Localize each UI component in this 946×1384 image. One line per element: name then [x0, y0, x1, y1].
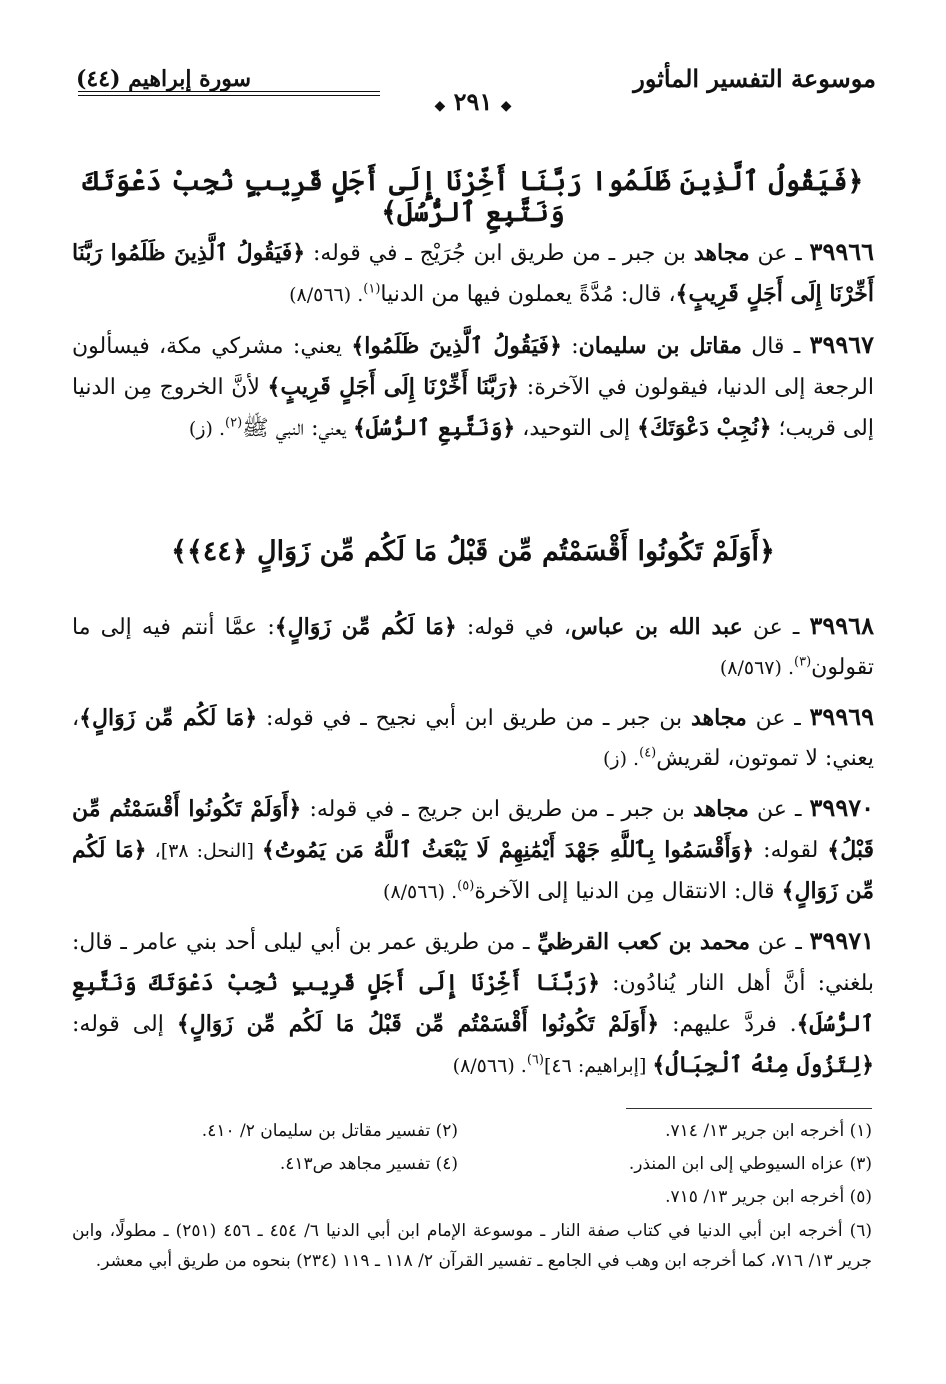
- verse-heading-2: ﴿أَوَلَمْ تَكُونُوا أَقْسَمْتُم مِّن قَبْلُ مَا لَكُم مِّن زَوَالٍ ﴿٤٤﴾﴾: [171, 536, 775, 567]
- footnote-marker: (٥): [457, 878, 475, 894]
- quran-quote: ﴿مَا لَكُم مِّن زَوَالٍ﴾: [79, 705, 258, 731]
- footnote-marker: (٣): [794, 654, 812, 670]
- quran-quote: ﴿وَنَتَّبِعِ ٱلرُّسُلَ﴾: [352, 415, 516, 441]
- surah-citation: [النحل: ٣٨]،: [146, 840, 262, 862]
- narrator-name: مجاهد: [693, 796, 749, 822]
- footnote-2: (٢) تفسير مقاتل بن سليمان ٢/ ٤١٠.: [201, 1121, 458, 1141]
- entry-number: ٣٩٩٦٨: [809, 611, 874, 640]
- quran-quote: ﴿أَوَلَمْ تَكُونُوا أَقْسَمْتُم مِّن قَبْلُ مَا لَكُم مِّن زَوَالٍ﴾: [176, 1011, 660, 1037]
- narrator-name: مجاهد: [693, 240, 750, 266]
- footnote-separator: [626, 1108, 872, 1109]
- footnote-3: (٣) عزاه السيوطي إلى ابن المنذر.: [628, 1154, 872, 1174]
- entry-number: ٣٩٩٦٧: [809, 330, 874, 359]
- page-number: ٢٩١: [453, 87, 493, 116]
- quran-quote: ﴿مَا لَكُم مِّن زَوَالٍ﴾: [274, 614, 457, 640]
- header-rule-left: [78, 91, 378, 96]
- entry-number: ٣٩٩٦٦: [809, 237, 874, 266]
- entry-number: ٣٩٩٧٠: [809, 793, 874, 822]
- running-head-surah-title: سورة إبراهيم (٤٤): [76, 66, 252, 92]
- footnote-4: (٤) تفسير مجاهد ص٤١٣.: [279, 1154, 458, 1174]
- footnote-marker: (١): [363, 281, 381, 297]
- diamond-ornament-icon: ◆: [434, 98, 446, 114]
- diamond-ornament-icon: ◆: [500, 98, 512, 114]
- volume-reference: . (٨/٥٦٧): [719, 657, 795, 679]
- quran-quote: ﴿رَبَّنَا أَخِّرْنَا إِلَى أَجَلٍ قَرِيبٍ﴾: [267, 374, 520, 400]
- quran-quote: ﴿فَيَقُولُ ٱلَّذِينَ ظَلَمُوا رَبَّنَا أَخِّرْنَا إِلَى أَجَلٍ قَرِيبٍ﴾: [72, 240, 874, 307]
- running-head-book-title: موسوعة التفسير المأثور: [633, 64, 876, 93]
- volume-reference: . (٨/٥٦٦): [452, 1055, 527, 1077]
- footnote-marker: (٢): [225, 415, 243, 431]
- volume-reference: . (ز): [603, 748, 640, 770]
- volume-reference: . (٨/٥٦٦): [289, 284, 364, 306]
- volume-reference: . (ز): [188, 418, 226, 440]
- narrator-name: مقاتل بن سليمان: [578, 333, 742, 359]
- quran-quote: ﴿مَا لَكُم مِّن زَوَالٍ﴾: [72, 837, 874, 904]
- entry-39966: ٣٩٩٦٦ ـ عن مجاهد بن جبر ـ من طريق ابن جُرَيْج ـ في قوله: ﴿فَيَقُولُ ٱلَّذِينَ ظَلَمُوا رَبَّنَا أَخِّرْنَا إِلَى أَجَلٍ قَرِيبٍ﴾، قال: مُدَّةً يعملون فيها من الدنيا$^{(١)}$. (٨/٥٦٦): [72, 237, 874, 307]
- quran-quote: ﴿وَأَقْسَمُوا بِٱللَّهِ جَهْدَ أَيْمَٰنِهِمْ لَا يَبْعَثُ ٱللَّهُ مَن يَمُوتُ﴾: [261, 837, 755, 863]
- entry-number: ٣٩٩٧١: [809, 926, 874, 955]
- entry-39968: ٣٩٩٦٨ ـ عن عبد الله بن عباس، في قوله: ﴿مَا لَكُم مِّن زَوَالٍ﴾: عمَّا أنتم فيه إلى ما تقولون$^{(٣)}$. (٨/٥٦٧): [72, 611, 874, 680]
- narrator-name: عبد الله بن عباس: [570, 614, 743, 640]
- quran-quote: ﴿رَبَّنَا أَخِّرْنَا إِلَى أَجَلٍ قَرِيبٍ نُجِبْ دَعْوَتَكَ وَنَتَّبِعِ ٱلرُّسُلَ﴾: [72, 970, 874, 1037]
- volume-reference: . (٨/٥٦٦): [383, 881, 458, 903]
- page-number-block: [420, 87, 526, 116]
- quran-quote: ﴿لِتَزُولَ مِنْهُ ٱلْجِبَالُ﴾: [652, 1052, 874, 1078]
- footnote-6: (٦) أخرجه ابن أبي الدنيا في كتاب صفة النار ـ موسوعة الإمام ابن أبي الدنيا ٦/ ٤٥٤ ـ ٤٥٦ (٢٥١) ـ مطولًا، وابن جرير ١٣/ ٧١٦، كما أخرجه ابن وهب في الجامع ـ تفسير القرآن ٢/ ١١٨ ـ ١١٩ (٢٣٤) بنحوه من طريق أبي معشر.: [72, 1221, 872, 1271]
- surah-citation: [إبراهيم: ٤٦]: [543, 1055, 653, 1077]
- footnote-1: (١) أخرجه ابن جرير ١٣/ ٧١٤.: [665, 1121, 872, 1141]
- quran-quote: ﴿نُجِبْ دَعْوَتَكَ﴾: [637, 415, 772, 441]
- narrator-name: مجاهد: [690, 705, 747, 731]
- entry-39971: ٣٩٩٧١ ـ عن محمد بن كعب القرظيِّ ـ من طريق عمر بن أبي ليلى أحد بني عامر ـ قال: بلغني: أنَّ أهل النار يُنادُون: ﴿رَبَّنَا أَخِّرْنَا إِلَى أَجَلٍ قَرِيبٍ نُجِبْ دَعْوَتَكَ وَنَتَّبِعِ ٱلرُّسُلَ﴾. فردَّ عليهم: ﴿أَوَلَمْ تَكُونُوا أَقْسَمْتُم مِّن قَبْلُ مَا لَكُم مِّن زَوَالٍ﴾ إلى قوله: ﴿لِتَزُولَ مِنْهُ ٱلْجِبَالُ﴾ [إبراهيم: ٤٦]$^{(٦)}$. (٨/٥٦٦): [72, 926, 874, 1078]
- entry-number: ٣٩٩٦٩: [809, 702, 874, 731]
- entry-39969: ٣٩٩٦٩ ـ عن مجاهد بن جبر ـ من طريق ابن أبي نجيح ـ في قوله: ﴿مَا لَكُم مِّن زَوَالٍ﴾، يعني: لا تموتون، لقريش$^{(٤)}$. (ز): [72, 702, 874, 771]
- verse-heading-1: ﴿فَيَقُولُ ٱلَّذِينَ ظَلَمُوا رَبَّنَا أَخِّرْنَا إِلَى أَجَلٍ قَرِيبٍ نُجِبْ دَعْوَتَكَ وَنَتَّبِعِ ٱلرُّسُلَ﴾: [82, 166, 864, 228]
- footnote-5: (٥) أخرجه ابن جرير ١٣/ ٧١٥.: [665, 1187, 872, 1207]
- footnote-marker: (٦): [526, 1052, 544, 1068]
- quran-quote: ﴿فَيَقُولُ ٱلَّذِينَ ظَلَمُوا﴾: [351, 333, 562, 359]
- entry-39970: ٣٩٩٧٠ ـ عن مجاهد بن جبر ـ من طريق ابن جريج ـ في قوله: ﴿أَوَلَمْ تَكُونُوا أَقْسَمْتُم مِّن قَبْلُ﴾ لقوله: ﴿وَأَقْسَمُوا بِٱللَّهِ جَهْدَ أَيْمَٰنِهِمْ لَا يَبْعَثُ ٱللَّهُ مَن يَمُوتُ﴾ [النحل: ٣٨]، ﴿مَا لَكُم مِّن زَوَالٍ﴾ قال: الانتقال مِن الدنيا إلى الآخرة$^{(٥)}$. (٨/٥٦٦): [72, 793, 875, 904]
- entry-39967: ٣٩٩٦٧ ـ قال مقاتل بن سليمان: ﴿فَيَقُولُ ٱلَّذِينَ ظَلَمُوا﴾ يعني: مشركي مكة، فيسألون الرجعة إلى الدنيا، فيقولون في الآخرة: ﴿رَبَّنَا أَخِّرْنَا إِلَى أَجَلٍ قَرِيبٍ﴾ لأنَّ الخروج مِن الدنيا إلى قريب؛ ﴿نُجِبْ دَعْوَتَكَ﴾ إلى التوحيد، ﴿وَنَتَّبِعِ ٱلرُّسُلَ﴾ يعني: النبي ﷺ$^{(٢)}$. (ز): [72, 330, 874, 441]
- footnote-marker: (٤): [639, 745, 657, 761]
- narrator-name: محمد بن كعب القرظيِّ: [537, 929, 751, 955]
- quran-quote: ﴿أَوَلَمْ تَكُونُوا أَقْسَمْتُم مِّن قَبْلُ﴾: [72, 796, 875, 863]
